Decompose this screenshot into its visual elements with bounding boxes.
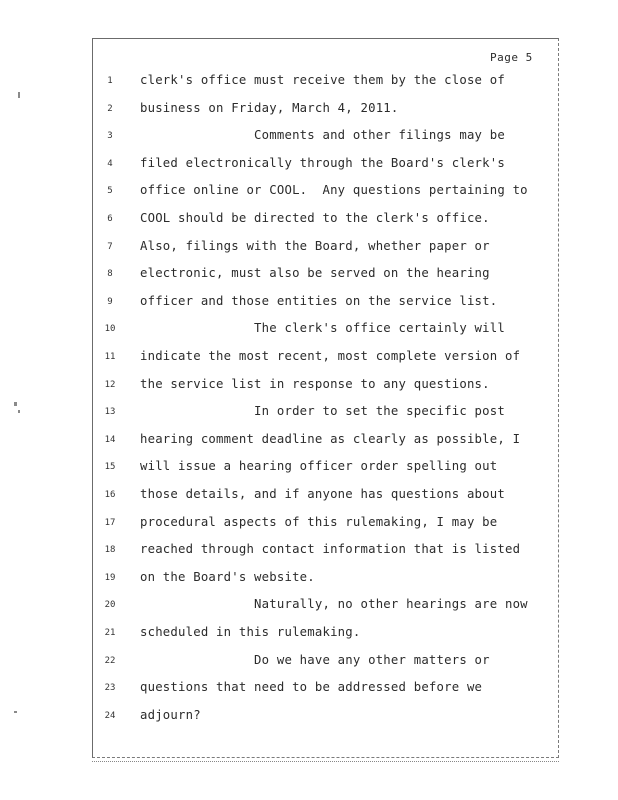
transcript-line xyxy=(92,458,559,478)
line-text: electronic, must also be served on the hearing xyxy=(140,266,490,281)
transcript-line xyxy=(92,72,559,92)
line-text: the service list in response to any questions. xyxy=(140,376,490,391)
line-number: 8 xyxy=(107,269,113,280)
line-number: 3 xyxy=(107,131,113,142)
line-text: Naturally, no other hearings are now xyxy=(140,597,528,612)
line-number: 5 xyxy=(107,186,113,197)
transcript-line xyxy=(92,596,559,616)
line-number: 12 xyxy=(104,379,116,390)
line-number: 17 xyxy=(104,517,116,528)
transcript-line xyxy=(92,238,559,258)
scan-speck xyxy=(18,92,20,98)
line-number: 4 xyxy=(107,158,113,169)
transcript-line xyxy=(92,569,559,589)
line-number: 24 xyxy=(104,710,116,721)
line-text: scheduled in this rulemaking. xyxy=(140,625,361,639)
line-text: reached through contact information that is listed xyxy=(140,542,521,557)
line-number: 11 xyxy=(104,352,116,362)
line-text: Do we have any other matters or xyxy=(140,652,490,667)
line-text: In order to set the specific post xyxy=(140,404,505,419)
line-number: 2 xyxy=(107,103,113,114)
line-number: 19 xyxy=(104,572,116,583)
line-text: on the Board's website. xyxy=(140,569,315,584)
transcript-line xyxy=(92,293,559,313)
scan-edge-artifact xyxy=(92,761,559,766)
line-text: Also, filings with the Board, whether paper or xyxy=(140,238,490,253)
line-text: procedural aspects of this rulemaking, I may be xyxy=(140,514,498,529)
line-text: COOL should be directed to the clerk's office. xyxy=(140,211,490,225)
transcript-line xyxy=(92,403,559,423)
transcript-line xyxy=(92,100,559,120)
line-number: 7 xyxy=(107,241,113,252)
line-number: 9 xyxy=(107,296,113,307)
transcript-line xyxy=(92,348,559,368)
transcript-line xyxy=(92,320,559,340)
transcript-line xyxy=(92,707,559,727)
transcript-line xyxy=(92,486,559,506)
line-number: 6 xyxy=(107,214,113,224)
line-text: those details, and if anyone has questions about xyxy=(140,487,505,501)
transcript-line xyxy=(92,514,559,534)
line-text: adjourn? xyxy=(140,707,201,722)
line-number: 15 xyxy=(104,462,116,473)
line-text: office online or COOL. Any questions pertaining to xyxy=(140,183,528,198)
line-number: 10 xyxy=(104,324,116,335)
line-number: 20 xyxy=(104,600,116,611)
transcript-line xyxy=(92,679,559,699)
line-text: clerk's office must receive them by the close of xyxy=(140,73,505,87)
line-text: questions that need to be addressed before we xyxy=(140,680,483,695)
line-number: 23 xyxy=(104,683,116,694)
line-text: Comments and other filings may be xyxy=(140,128,505,143)
line-text: officer and those entities on the service list. xyxy=(140,293,498,308)
line-text: will issue a hearing officer order spelling out xyxy=(140,459,498,474)
transcript-line xyxy=(92,182,559,202)
transcript-line xyxy=(92,431,559,451)
line-text: The clerk's office certainly will xyxy=(140,321,505,336)
line-text: indicate the most recent, most complete version of xyxy=(140,349,521,363)
scan-speck xyxy=(18,410,20,413)
line-number: 16 xyxy=(104,490,116,500)
transcript-line xyxy=(92,265,559,285)
transcript-line xyxy=(92,652,559,672)
scan-speck xyxy=(14,711,17,713)
line-number: 14 xyxy=(104,434,116,445)
line-text: filed electronically through the Board's clerk's xyxy=(140,155,505,170)
scan-speck xyxy=(14,402,17,406)
line-number: 13 xyxy=(104,407,116,418)
transcript-line xyxy=(92,127,559,147)
page-number: Page 5 xyxy=(490,51,533,64)
transcript-line xyxy=(92,376,559,396)
line-number: 1 xyxy=(107,76,113,86)
line-text: business on Friday, March 4, 2011. xyxy=(140,100,399,115)
transcript-line xyxy=(92,210,559,230)
transcript-line xyxy=(92,155,559,175)
line-number: 22 xyxy=(104,655,116,666)
line-number: 18 xyxy=(104,545,116,556)
transcript-line xyxy=(92,624,559,644)
transcript-line xyxy=(92,541,559,561)
line-number: 21 xyxy=(104,628,116,638)
line-text: hearing comment deadline as clearly as possible, I xyxy=(140,431,521,446)
